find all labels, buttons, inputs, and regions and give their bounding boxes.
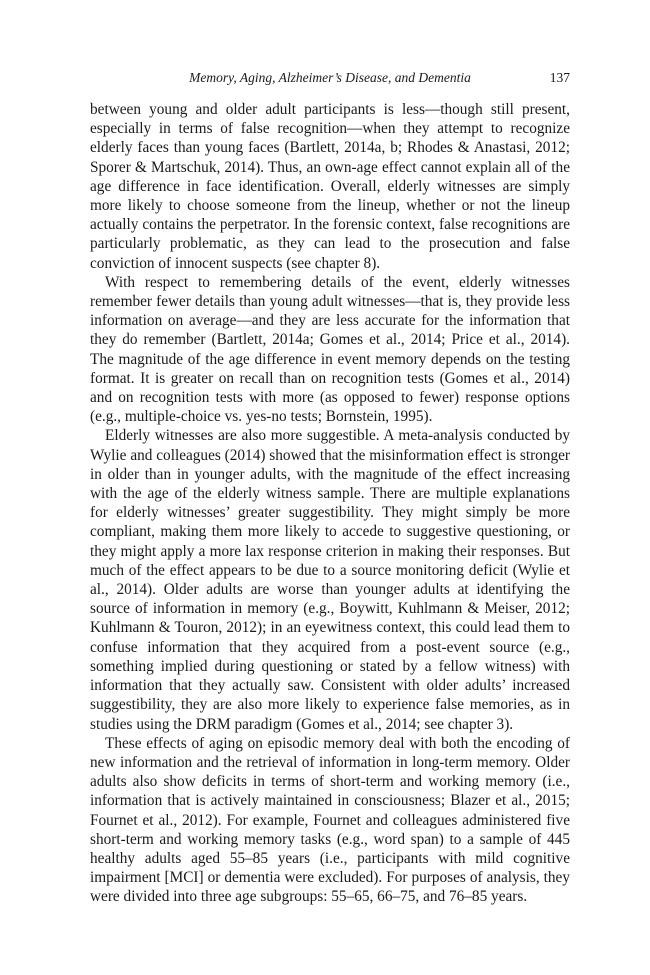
paragraph-continued: between young and older adult participants is less—though still present, especially in terms of false recognition—when they attempt to recognize elderly faces than young faces (Bartlett, 2014a, b; Rhodes & Anastasi, 2012; Sporer & Martschuk, 2014). Thus, an own-age effect cannot explain all of the age difference in face identification. Overall, elderly witnesses are simply more likely to choose someone from the lineup, whether or not the lineup actually contains the perpetrator. In the forensic context, false recognitions are particularly problematic, as they can lead to the prosecution and false conviction of innocent suspects (see chapter 8). <box>90 101 570 272</box>
paragraph-suggestibility: Elderly witnesses are also more suggestible. A meta-analysis conducted by Wylie and colleagues (2014) showed that the misinformation effect is stronger in older than in younger adults, with the magnitude of the effect increasing with the age of the elderly witness sample. There are multiple explanations for elderly witnesses’ greater suggestibility. They might simply be more compliant, making them more likely to accede to suggestive questioning, or they might apply a more lax response criterion in making their responses. But much of the effect appears to be due to a source monitoring deficit (Wylie et al., 2014). Older adults are worse than younger adults at identifying the source of information in memory (e.g., Boywitt, Kuhlmann & Meiser, 2012; Kuhlmann & Touron, 2012); in an eyewitness context, this could lead them to confuse information that they acquired from a post-event source (e.g., something implied during questioning or stated by a fellow witness) with information that they actually saw. Consistent with older adults’ increased suggestibility, they are also more likely to experience false memories, as in studies using the DRM paradigm (Gomes et al., 2014; see chapter 3). <box>90 427 570 733</box>
running-header-title: Memory, Aging, Alzheimer’s Disease, and Dementia <box>189 70 471 85</box>
running-header <box>90 68 570 88</box>
paragraph-event-details: With respect to remembering details of the event, elderly witnesses remember fewer details than young adult witnesses—that is, they provide less information on average—and they are less accurate for the information that they do remember (Bartlett, 2014a; Gomes et al., 2014; Price et al., 2014). The magnitude of the age difference in event memory depends on the testing format. It is greater on recall than on recognition tests (Gomes et al., 2014) and on recognition tests with more (as opposed to fewer) response options (e.g., multiple-choice vs. yes-no tests; Bornstein, 1995). <box>90 273 570 426</box>
body-text <box>90 100 570 907</box>
paragraph-working-memory: These effects of aging on episodic memory deal with both the encoding of new information and the retrieval of information in long-term memory. Older adults also show deficits in terms of short-term and working memory (i.e., information that is actively maintained in consciousness; Blazer et al., 2015; Fournet et al., 2012). For example, Fournet and colleagues administered five short-term and working memory tasks (e.g., word span) to a sample of 445 healthy adults aged 55–85 years (i.e., participants with mild cognitive impairment [MCI] or dementia were excluded). For purposes of analysis, they were divided into three age subgroups: 55–65, 66–75, and 76–85 years. <box>90 734 570 906</box>
page-number: 137 <box>549 70 570 85</box>
